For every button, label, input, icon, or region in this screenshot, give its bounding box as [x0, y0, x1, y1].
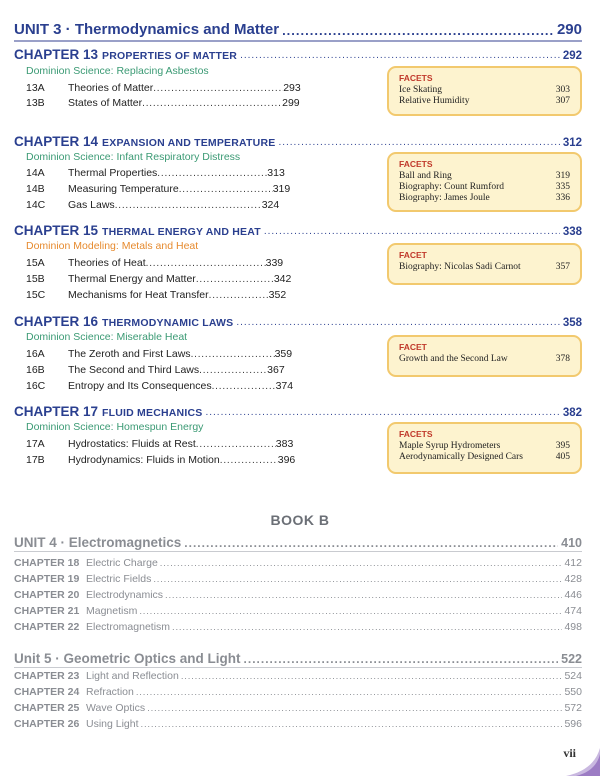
facet-page: 335 [555, 182, 570, 192]
section-row [26, 378, 293, 392]
unit-3-heading [14, 16, 582, 38]
chapter-row [14, 603, 582, 617]
facet-box [387, 66, 582, 116]
facet-name: Aerodynamically Designed Cars [399, 452, 523, 462]
section-page: 359 [274, 348, 293, 360]
section-name: The Second and Third Laws [68, 364, 200, 376]
chapter-page: 596 [564, 718, 582, 730]
chapter-label: CHAPTER 14 [14, 134, 99, 149]
facet-box [387, 243, 582, 285]
chapter-label: CHAPTER 26 [14, 718, 80, 730]
chapter-name: Light and Reflection [86, 670, 179, 682]
facet-page: 319 [555, 171, 570, 181]
section-number: 14B [26, 183, 45, 195]
leader-dots [179, 184, 273, 195]
facet-name: Ball and Ring [399, 171, 452, 181]
chapter-label: CHAPTER 23 [14, 670, 80, 682]
leader-dots [181, 671, 563, 682]
facet-item [399, 262, 570, 273]
unit-3-rule [14, 40, 582, 42]
section-page: 383 [275, 438, 294, 450]
chapter-name: Electric Charge [86, 557, 158, 569]
section-page: 319 [272, 183, 291, 195]
section-number: 16A [26, 348, 45, 360]
chapter-15-heading [14, 220, 582, 238]
leader-dots [264, 226, 560, 238]
leader-dots [160, 558, 563, 569]
section-name: States of Matter [68, 97, 143, 109]
section-name: Entropy and Its Consequences [68, 380, 212, 392]
facet-box [387, 152, 582, 212]
leader-dots [153, 574, 562, 585]
leader-dots [278, 137, 559, 149]
facet-item [399, 354, 570, 365]
section-name: The Zeroth and First Laws [68, 348, 191, 360]
chapter-label: CHAPTER 21 [14, 605, 80, 617]
section-page: 313 [267, 167, 285, 179]
chapter-name: Electric Fields [86, 573, 152, 585]
chapter-page: 498 [564, 621, 582, 633]
unit-4-rule [14, 551, 582, 552]
chapter-16-heading [14, 311, 582, 329]
leader-dots [142, 98, 282, 109]
chapter-17-heading [14, 401, 582, 419]
chapter-label: CHAPTER 20 [14, 589, 80, 601]
section-row [26, 287, 286, 301]
chapter-label: CHAPTER 18 [14, 557, 80, 569]
facet-heading: FACETS [399, 159, 433, 169]
leader-dots [196, 274, 274, 285]
section-row [26, 197, 279, 211]
section-page: 324 [261, 199, 280, 211]
facet-page: 395 [555, 441, 570, 451]
leader-dots [147, 703, 562, 714]
chapter-label: CHAPTER 24 [14, 686, 80, 698]
section-row [26, 255, 283, 269]
section-page: 299 [282, 97, 300, 109]
facet-item [399, 85, 570, 96]
section-name: Theories of Matter [68, 82, 154, 94]
facet-item [399, 182, 570, 193]
section-number: 16C [26, 380, 46, 392]
section-page: 342 [273, 273, 292, 285]
leader-dots [244, 653, 559, 666]
facet-item [399, 441, 570, 452]
leader-dots [196, 439, 276, 450]
leader-dots [209, 290, 269, 301]
section-row [26, 436, 293, 450]
facet-name: Maple Syrup Hydrometers [399, 441, 501, 451]
leader-dots [157, 168, 267, 179]
chapter-feature: Dominion Science: Miserable Heat [26, 331, 188, 343]
chapter-row [14, 684, 582, 698]
chapter-row [14, 668, 582, 682]
leader-dots [282, 24, 554, 38]
unit-4-heading [14, 530, 582, 550]
chapter-label: CHAPTER 15 [14, 223, 99, 238]
section-row [26, 95, 300, 109]
unit-3-title: UNIT 3 · Thermodynamics and Matter [14, 21, 280, 38]
section-number: 14C [26, 199, 46, 211]
section-page: 374 [275, 380, 294, 392]
chapter-page: 292 [562, 50, 582, 62]
facet-page: 303 [555, 85, 570, 95]
unit-5-heading [14, 646, 582, 666]
section-page: 367 [267, 364, 285, 376]
chapter-title: EXPANSION AND TEMPERATURE [102, 137, 276, 149]
unit-page: 522 [561, 652, 582, 666]
chapter-label: CHAPTER 16 [14, 314, 99, 329]
facet-name: Biography: James Joule [399, 193, 490, 203]
facet-box [387, 335, 582, 377]
section-name: Gas Laws [68, 199, 115, 211]
chapter-page: 524 [564, 670, 582, 682]
leader-dots [199, 365, 267, 376]
section-number: 15C [26, 289, 46, 301]
section-row [26, 346, 292, 360]
leader-dots [205, 407, 559, 419]
chapter-label: CHAPTER 25 [14, 702, 80, 714]
facet-heading: FACETS [399, 429, 433, 439]
section-page: 293 [283, 82, 301, 94]
section-number: 15A [26, 257, 45, 269]
section-number: 13B [26, 97, 45, 109]
chapter-name: Refraction [86, 686, 134, 698]
unit-title: Unit 5 · Geometric Optics and Light [14, 651, 241, 666]
facet-item [399, 171, 570, 182]
section-name: Mechanisms for Heat Transfer [68, 289, 209, 301]
chapter-row [14, 619, 582, 633]
leader-dots [153, 83, 283, 94]
chapter-page: 428 [564, 573, 582, 585]
section-number: 16B [26, 364, 45, 376]
leader-dots [212, 381, 276, 392]
facet-heading: FACETS [399, 73, 433, 83]
chapter-13-heading [14, 44, 582, 62]
facet-item [399, 452, 570, 463]
section-name: Measuring Temperature [68, 183, 179, 195]
chapter-page: 312 [562, 137, 582, 149]
section-name: Hydrodynamics: Fluids in Motion [68, 454, 220, 466]
chapter-page: 474 [564, 605, 582, 617]
facet-page: 357 [555, 262, 570, 272]
leader-dots [240, 50, 560, 62]
leader-dots [165, 590, 562, 601]
chapter-page: 550 [564, 686, 582, 698]
section-row [26, 165, 285, 179]
section-page: 396 [277, 454, 296, 466]
section-name: Thermal Energy and Matter [68, 273, 196, 285]
unit-3-page: 290 [556, 21, 582, 38]
leader-dots [115, 200, 262, 211]
chapter-feature: Dominion Science: Homespun Energy [26, 421, 204, 433]
facet-page: 378 [555, 354, 570, 364]
leader-dots [141, 719, 563, 730]
section-row [26, 271, 291, 285]
section-number: 14A [26, 167, 45, 179]
section-number: 17B [26, 454, 45, 466]
chapter-row [14, 555, 582, 569]
chapter-page: 382 [562, 407, 582, 419]
leader-dots [184, 537, 558, 550]
chapter-title: PROPERTIES OF MATTER [102, 50, 238, 62]
facet-name: Ice Skating [399, 85, 443, 95]
leader-dots [191, 349, 275, 360]
facet-heading: FACET [399, 342, 427, 352]
leader-dots [146, 258, 266, 269]
section-page: 352 [268, 289, 287, 301]
facet-page: 405 [555, 452, 570, 462]
section-number: 15B [26, 273, 45, 285]
leader-dots [172, 622, 562, 633]
chapter-label: CHAPTER 22 [14, 621, 80, 633]
facet-item [399, 96, 570, 107]
leader-dots [136, 687, 563, 698]
unit-page: 410 [561, 536, 582, 550]
chapter-page: 446 [564, 589, 582, 601]
section-name: Thermal Properties [68, 167, 158, 179]
facet-page: 307 [555, 96, 570, 106]
chapter-name: Magnetism [86, 605, 138, 617]
chapter-label: CHAPTER 17 [14, 404, 99, 419]
chapter-14-heading [14, 131, 582, 149]
unit-title: UNIT 4 · Electromagnetics [14, 535, 182, 550]
facet-item [399, 193, 570, 204]
chapter-feature: Dominion Modeling: Metals and Heat [26, 240, 199, 252]
section-row [26, 181, 290, 195]
facet-name: Biography: Count Rumford [399, 182, 505, 192]
chapter-label: CHAPTER 19 [14, 573, 80, 585]
facet-page: 336 [555, 193, 570, 203]
facet-box [387, 422, 582, 474]
chapter-name: Electrodynamics [86, 589, 164, 601]
chapter-page: 572 [564, 702, 582, 714]
chapter-page: 412 [564, 557, 582, 569]
section-number: 13A [26, 82, 45, 94]
chapter-title: FLUID MECHANICS [102, 407, 203, 419]
facet-name: Biography: Nicolas Sadi Carnot [399, 262, 521, 272]
chapter-title: THERMAL ENERGY AND HEAT [102, 226, 261, 238]
chapter-feature: Dominion Science: Infant Respiratory Distress [26, 151, 241, 163]
chapter-row [14, 700, 582, 714]
section-row [26, 362, 285, 376]
section-row [26, 80, 301, 94]
chapter-page: 358 [562, 317, 582, 329]
chapter-title: THERMODYNAMIC LAWS [102, 317, 234, 329]
leader-dots [220, 455, 278, 466]
chapter-row [14, 571, 582, 585]
chapter-name: Using Light [86, 718, 139, 730]
leader-dots [236, 317, 559, 329]
section-page: 339 [265, 257, 284, 269]
section-number: 17A [26, 438, 45, 450]
chapter-feature: Dominion Science: Replacing Asbestos [26, 65, 209, 77]
chapter-name: Wave Optics [86, 702, 146, 714]
page-number: vii [563, 746, 576, 760]
facet-name: Relative Humidity [399, 96, 470, 106]
chapter-label: CHAPTER 13 [14, 47, 99, 62]
chapter-page: 338 [562, 226, 582, 238]
section-name: Theories of Heat [68, 257, 146, 269]
book-b-heading: BOOK B [270, 512, 330, 528]
chapter-name: Electromagnetism [86, 621, 171, 633]
chapter-row [14, 587, 582, 601]
facet-name: Growth and the Second Law [399, 354, 508, 364]
chapter-row [14, 716, 582, 730]
facet-heading: FACET [399, 250, 427, 260]
section-name: Hydrostatics: Fluids at Rest [68, 438, 196, 450]
section-row [26, 452, 295, 466]
leader-dots [139, 606, 562, 617]
